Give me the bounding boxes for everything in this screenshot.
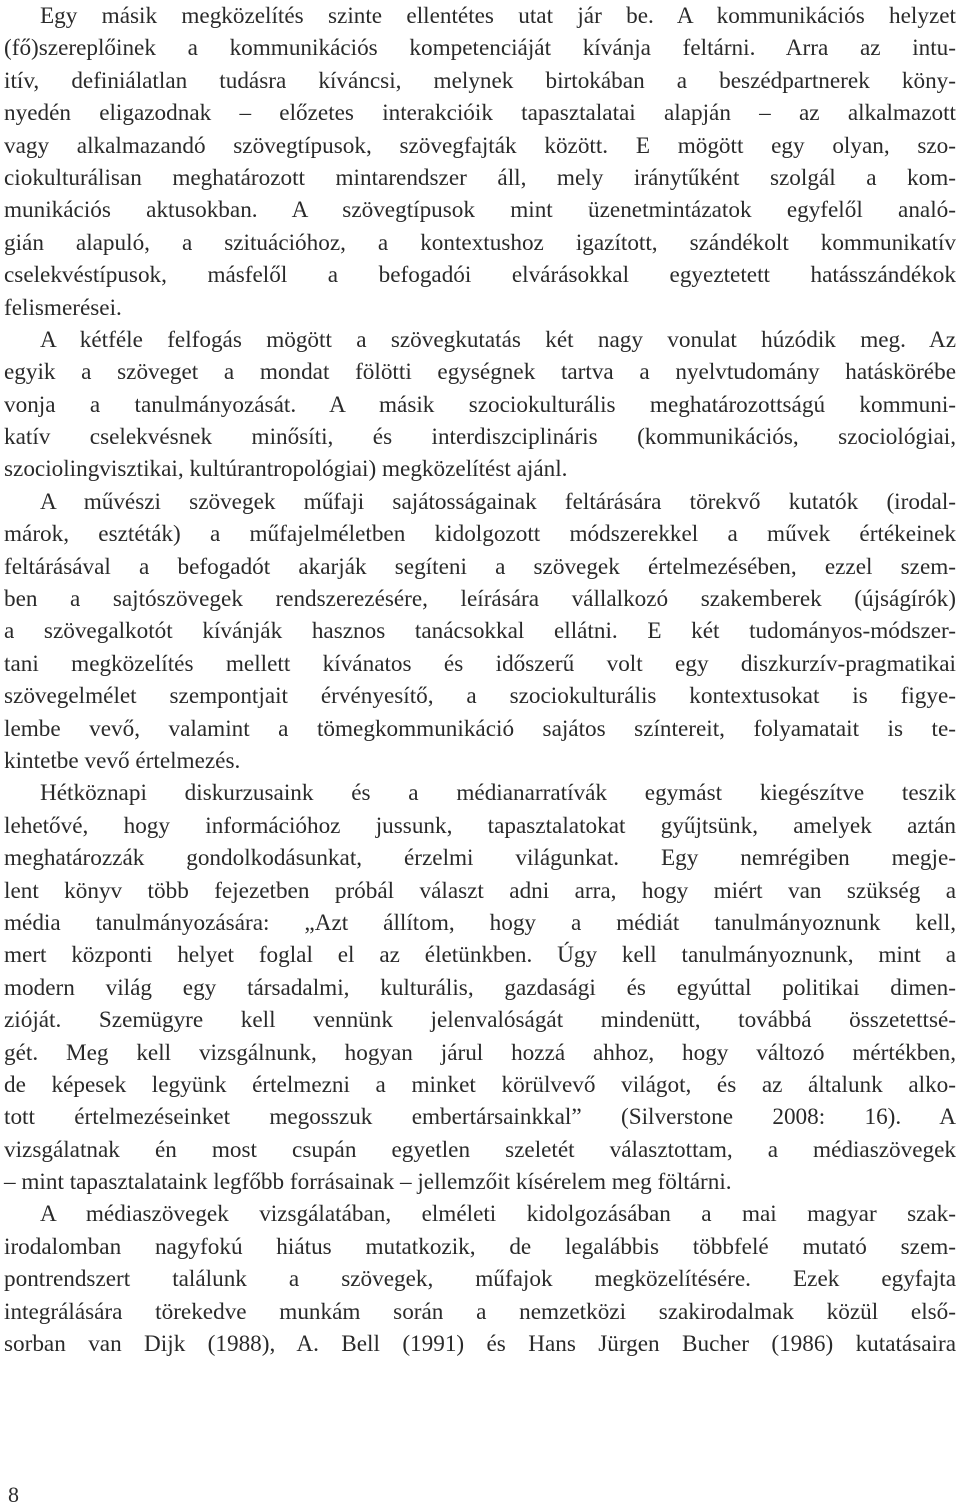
- text-line: irodalomban nagyfokú hiátus mutatkozik, de legalábbis többfelé mutató szem-: [4, 1233, 956, 1260]
- text-line: márok, esztéták) a műfajelméletben kidolgozott módszerekkel a művek értékeinek: [4, 521, 956, 548]
- paragraph: [4, 324, 956, 486]
- text-line: munikációs aktusokban. A szövegtípusok mint üzenetmintázatok egyfelől analó-: [4, 197, 956, 224]
- text-line: vagy alkalmazandó szövegtípusok, szövegfajták között. E mögött egy olyan, szo-: [4, 132, 956, 159]
- paragraph: [4, 1198, 956, 1360]
- text-line: A kétféle felfogás mögött a szövegkutatás két nagy vonulat húzódik meg. Az: [40, 326, 956, 353]
- text-line: zióját. Szemügyre kell vennünk jelenvalóságát mindenütt, továbbá összetettsé-: [4, 1007, 956, 1034]
- page-body: [4, 0, 956, 1360]
- text-line: de képesek legyünk értelmezni a minket körülvevő világot, és az általunk alko-: [4, 1071, 956, 1098]
- text-line: sorban van Dijk (1988), A. Bell (1991) és Hans Jürgen Bucher (1986) kutatásaira: [4, 1331, 956, 1358]
- text-line: gét. Meg kell vizsgálnunk, hogyan járul hozzá ahhoz, hogy változó mértékben,: [4, 1039, 956, 1066]
- text-line: katív cselekvésnek minősíti, és interdiszciplináris (kommunikációs, szociológiai,: [4, 424, 956, 451]
- text-line: cselekvéstípusok, másfelől a befogadói elvárásokkal egyeztetett hatásszándékok: [4, 262, 956, 289]
- text-line: felismerései.: [4, 294, 122, 321]
- text-line: kintetbe vevő értelmezés.: [4, 747, 241, 774]
- text-line: lembe vevő, valamint a tömegkommunikáció sajátos színtereit, folyamatait is te-: [4, 715, 956, 742]
- text-line: ciokulturálisan meghatározott mintarendszer áll, mely iránytűként szolgál a kom-: [4, 164, 956, 191]
- text-line: itív, definiálatlan tudásra kíváncsi, melynek birtokában a beszédpartnerek köny-: [4, 67, 956, 94]
- paragraph: [4, 486, 956, 778]
- text-line: A médiaszövegek vizsgálatában, elméleti kidolgozásában a mai magyar szak-: [40, 1201, 956, 1228]
- paragraph: [4, 777, 956, 1198]
- text-line: Egy másik megközelítés szinte ellentétes utat jár be. A kommunikációs helyzet: [40, 3, 956, 29]
- text-line: szociolingvisztikai, kultúrantropológiai) megközelítést ajánl.: [4, 456, 568, 483]
- text-line: ben a sajtószövegek rendszerezésére, leírására vállalkozó szakemberek (újságírók): [4, 586, 956, 613]
- paragraph: [4, 0, 956, 324]
- text-line: integrálására törekedve munkám során a nemzetközi szakirodalmak közül első-: [4, 1298, 956, 1325]
- text-line: vizsgálatnak én most csupán egyetlen szeletét választottam, a médiaszövegek: [4, 1136, 956, 1163]
- text-line: vonja a tanulmányozását. A másik szociokulturális meghatározottságú kommuni-: [4, 391, 956, 418]
- text-line: A művészi szövegek műfaji sajátosságainak feltárására törekvő kutatók (irodal-: [40, 488, 956, 515]
- text-line: szövegelmélet szempontjait érvényesítő, a szociokulturális kontextusokat is figye-: [4, 683, 956, 710]
- text-line: Hétköznapi diskurzusaink és a médianarratívák egymást kiegészítve teszik: [40, 780, 956, 807]
- text-line: (fő)szereplőinek a kommunikációs kompetenciáját kívánja feltárni. Arra az intu-: [4, 35, 956, 62]
- page-number: 8: [8, 1482, 19, 1507]
- text-line: lent könyv több fejezetben próbál választ adni arra, hogy miért van szükség a: [4, 877, 956, 904]
- text-line: tani megközelítés mellett kívánatos és időszerű volt egy diszkurzív-pragmatikai: [4, 650, 956, 677]
- text-line: egyik a szöveget a mondat fölötti egységnek tartva a nyelvtudomány hatáskörébe: [4, 359, 956, 386]
- text-line: gián alapuló, a szituációhoz, a kontextushoz igazított, szándékolt kommunikatív: [4, 229, 956, 256]
- text-line: tott értelmezéseinket megosszuk embertársainkkal” (Silverstone 2008: 16). A: [4, 1104, 956, 1131]
- text-line: – mint tapasztalataink legfőbb forrásainak – jellemzőit kísérelem meg föltárni.: [4, 1169, 732, 1196]
- text-line: modern világ egy társadalmi, kulturális, gazdasági és egyúttal politikai dimen-: [4, 974, 956, 1001]
- text-line: lehetővé, hogy információhoz jussunk, tapasztalatokat gyűjtsünk, amelyek aztán: [4, 812, 956, 839]
- text-line: mert központi helyet foglal el az életünkben. Úgy kell tanulmányoznunk, mint a: [4, 942, 956, 969]
- text-line: feltárásával a befogadót akarják segíteni a szövegek értelmezésében, ezzel szem-: [4, 553, 956, 580]
- text-line: média tanulmányozására: „Azt állítom, hogy a médiát tanulmányoznunk kell,: [4, 909, 956, 936]
- text-line: pontrendszert találunk a szövegek, műfajok megközelítésére. Ezek egyfajta: [4, 1266, 956, 1293]
- text-line: meghatározzák gondolkodásunkat, érzelmi világunkat. Egy nemrégiben megje-: [4, 845, 956, 872]
- text-line: nyedén eligazodnak – előzetes interakcióik tapasztalatai alapján – az alkalmazott: [4, 100, 956, 127]
- text-line: a szövegalkotót kívánják hasznos tanácsokkal ellátni. E két tudományos-módszer-: [4, 618, 956, 645]
